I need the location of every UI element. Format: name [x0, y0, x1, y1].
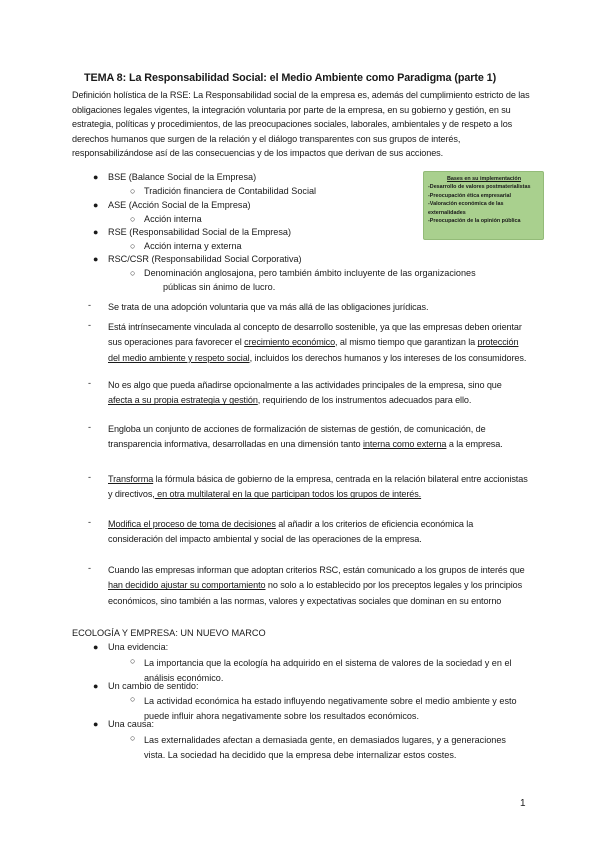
sub-bullet-ring: ○ — [130, 656, 136, 666]
implementation-bases-box — [423, 171, 544, 240]
bullet-dot: ● — [93, 227, 99, 237]
point-4: Engloba un conjunto de acciones de formalización de sistemas de gestión, de comunicación, de transparencia informativa, desarrolladas en una dimensión tanto interna como externa a la empresa. — [108, 424, 503, 450]
section2-item-label: Un cambio de sentido: — [108, 681, 199, 691]
box-item: -Preocupación de la opinión pública — [428, 218, 521, 225]
section-heading: ECOLOGÍA Y EMPRESA: UN NUEVO MARCO — [72, 628, 266, 638]
acronym-rse: RSE (Responsabilidad Social de la Empresa) — [108, 227, 291, 237]
acronym-rsc: RSC/CSR (Responsabilidad Social Corporativa) — [108, 254, 302, 264]
sub-bullet-ring: ○ — [130, 186, 136, 196]
acronym-rsc-desc-1: Denominación anglosajona, pero también ámbito incluyente de las organizaciones — [144, 268, 476, 278]
point-5: Transforma la fórmula básica de gobierno de la empresa, centrada en la relación bilateral entre accionistas y directivos, en otra multilateral en la que participan todos los grupos de interés. — [108, 474, 528, 500]
section2-item-label: Una causa: — [108, 719, 155, 729]
point-2: Está intrínsecamente vinculada al concepto de desarrollo sostenible, ya que las empresas deben orientar sus operaciones para favorecer el crecimiento económico, al mismo tiempo que garantizan la protección del medio ambiente y respeto social, incluidos los derechos humanos y los intereses de los consumidores. — [108, 322, 527, 363]
box-item: -Desarrollo de valores postmaterialistas — [428, 184, 531, 191]
box-item: externalidades — [428, 209, 466, 216]
page-number: 1 — [520, 798, 526, 809]
bullet-dot: ● — [93, 681, 99, 691]
dash-marker: - — [88, 320, 92, 330]
dash-marker: - — [88, 517, 92, 527]
acronym-bse: BSE (Balance Social de la Empresa) — [108, 172, 257, 182]
acronym-ase: ASE (Acción Social de la Empresa) — [108, 200, 251, 210]
bullet-dot: ● — [93, 172, 99, 182]
bullet-dot: ● — [93, 642, 99, 652]
bullet-dot: ● — [93, 719, 99, 729]
dash-marker: - — [88, 422, 92, 432]
section2-item-text: La actividad económica ha estado influyendo negativamente sobre el medio ambiente y esto puede influir ahora negativamente sobre los resultados económicos. — [144, 696, 517, 721]
dash-marker: - — [88, 563, 92, 573]
box-title: Bases en su implementación — [447, 176, 521, 182]
point-7: Cuando las empresas informan que adoptan criterios RSC, están comunicado a los grupos de interés que han decidido ajustar su comportamiento no solo a lo establecido por los preceptos legales y los principios económicos, sino también a las normas, valores y expectativas sociales que dominan en su entorno — [108, 565, 525, 606]
bullet-dot: ● — [93, 200, 99, 210]
dash-marker: - — [88, 472, 92, 482]
acronym-ase-desc: Acción interna — [144, 214, 202, 224]
sub-bullet-ring: ○ — [130, 694, 136, 704]
acronym-rsc-desc-2: públicas sin ánimo de lucro. — [163, 282, 276, 292]
sub-bullet-ring: ○ — [130, 268, 136, 278]
bullet-dot: ● — [93, 254, 99, 264]
dash-marker: - — [88, 300, 92, 310]
dash-marker: - — [88, 378, 92, 388]
sub-bullet-ring: ○ — [130, 733, 136, 743]
acronym-bse-desc: Tradición financiera de Contabilidad Social — [144, 186, 317, 196]
point-3: No es algo que pueda añadirse opcionalmente a las actividades principales de la empresa, sino que afecta a su propia estrategia y gestión, requiriendo de los instrumentos adecuados para ello. — [108, 380, 502, 406]
acronym-rse-desc: Acción interna y externa — [144, 241, 242, 251]
page-title: TEMA 8: La Responsabilidad Social: el Medio Ambiente como Paradigma (parte 1) — [84, 72, 497, 84]
point-6: Modifica el proceso de toma de decisiones al añadir a los criterios de eficiencia económica la consideración del impacto ambiental y social de las operaciones de la empresa. — [108, 519, 474, 545]
section2-item-label: Una evidencia: — [108, 642, 169, 652]
point-1: Se trata de una adopción voluntaria que va más allá de las obligaciones jurídicas. — [108, 302, 429, 312]
section2-item-text: Las externalidades afectan a demasiada gente, en demasiados lugares, y a generaciones vista. La sociedad ha decidido que la empresa debe internalizar estos costes. — [144, 735, 506, 760]
box-item: -Valoración económica de las — [428, 201, 504, 208]
box-item: -Preocupación ética empresarial — [428, 192, 511, 199]
sub-bullet-ring: ○ — [130, 214, 136, 224]
section2-item-text: La importancia que la ecología ha adquirido en el sistema de valores de la sociedad y en el análisis económico. — [144, 658, 512, 683]
definition-paragraph: Definición holística de la RSE: La Responsabilidad social de la empresa es, además del cumplimiento estricto de las obligaciones legales vigentes, la integración voluntaria por parte de la empresa, en su gobierno y gestión, en su estrategia, políticas y procedimientos, de las preocupaciones sociales, laborales, ambientales y de respeto a los derechos humanos que surgen de la relación y el diálogo transparentes con sus grupos de interés, responsabilizándose así de las consecuencias y de los impactos que derivan de sus acciones. — [72, 90, 530, 159]
sub-bullet-ring: ○ — [130, 241, 136, 251]
